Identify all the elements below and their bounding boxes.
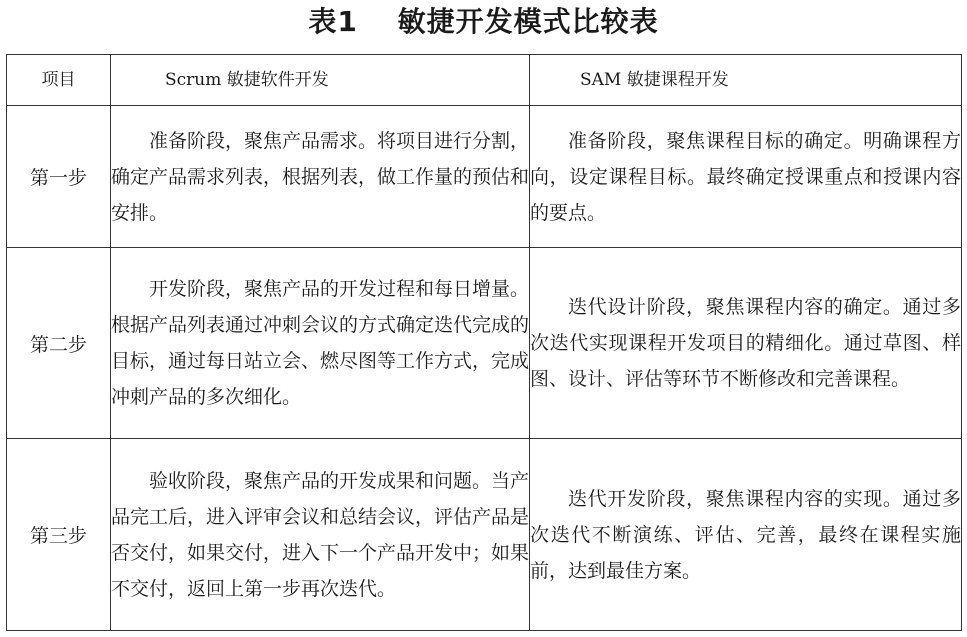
table-row — [7, 248, 962, 439]
sam-cell: 迭代设计阶段，聚焦课程内容的确定。通过多次迭代实现课程开发项目的精细化。通过草图、样图、设计、评估等环节不断修改和完善课程。 — [530, 248, 962, 439]
header-sam: SAM 敏捷课程开发 — [530, 55, 962, 106]
table-row — [7, 106, 962, 248]
table-header-row — [7, 55, 962, 106]
step-label: 第二步 — [7, 248, 111, 439]
scrum-cell: 开发阶段，聚焦产品的开发过程和每日增量。根据产品列表通过冲刺会议的方式确定迭代完成的目标，通过每日站立会、燃尽图等工作方式，完成冲刺产品的多次细化。 — [111, 248, 530, 439]
sam-cell: 迭代开发阶段，聚焦课程内容的实现。通过多次迭代不断演练、评估、完善，最终在课程实施前，达到最佳方案。 — [530, 439, 962, 631]
comparison-table — [6, 54, 962, 631]
header-scrum: Scrum 敏捷软件开发 — [111, 55, 530, 106]
scrum-cell: 准备阶段，聚焦产品需求。将项目进行分割，确定产品需求列表，根据列表，做工作量的预估和安排。 — [111, 106, 530, 248]
header-item: 项目 — [7, 55, 111, 106]
table-row — [7, 439, 962, 631]
step-label: 第三步 — [7, 439, 111, 631]
table-title: 表1 敏捷开发模式比较表 — [308, 5, 659, 38]
step-label: 第一步 — [7, 106, 111, 248]
scrum-cell: 验收阶段，聚焦产品的开发成果和问题。当产品完工后，进入评审会议和总结会议，评估产品是否交付，如果交付，进入下一个产品开发中；如果不交付，返回上第一步再次迭代。 — [111, 439, 530, 631]
sam-cell: 准备阶段，聚焦课程目标的确定。明确课程方向，设定课程目标。最终确定授课重点和授课内容的要点。 — [530, 106, 962, 248]
